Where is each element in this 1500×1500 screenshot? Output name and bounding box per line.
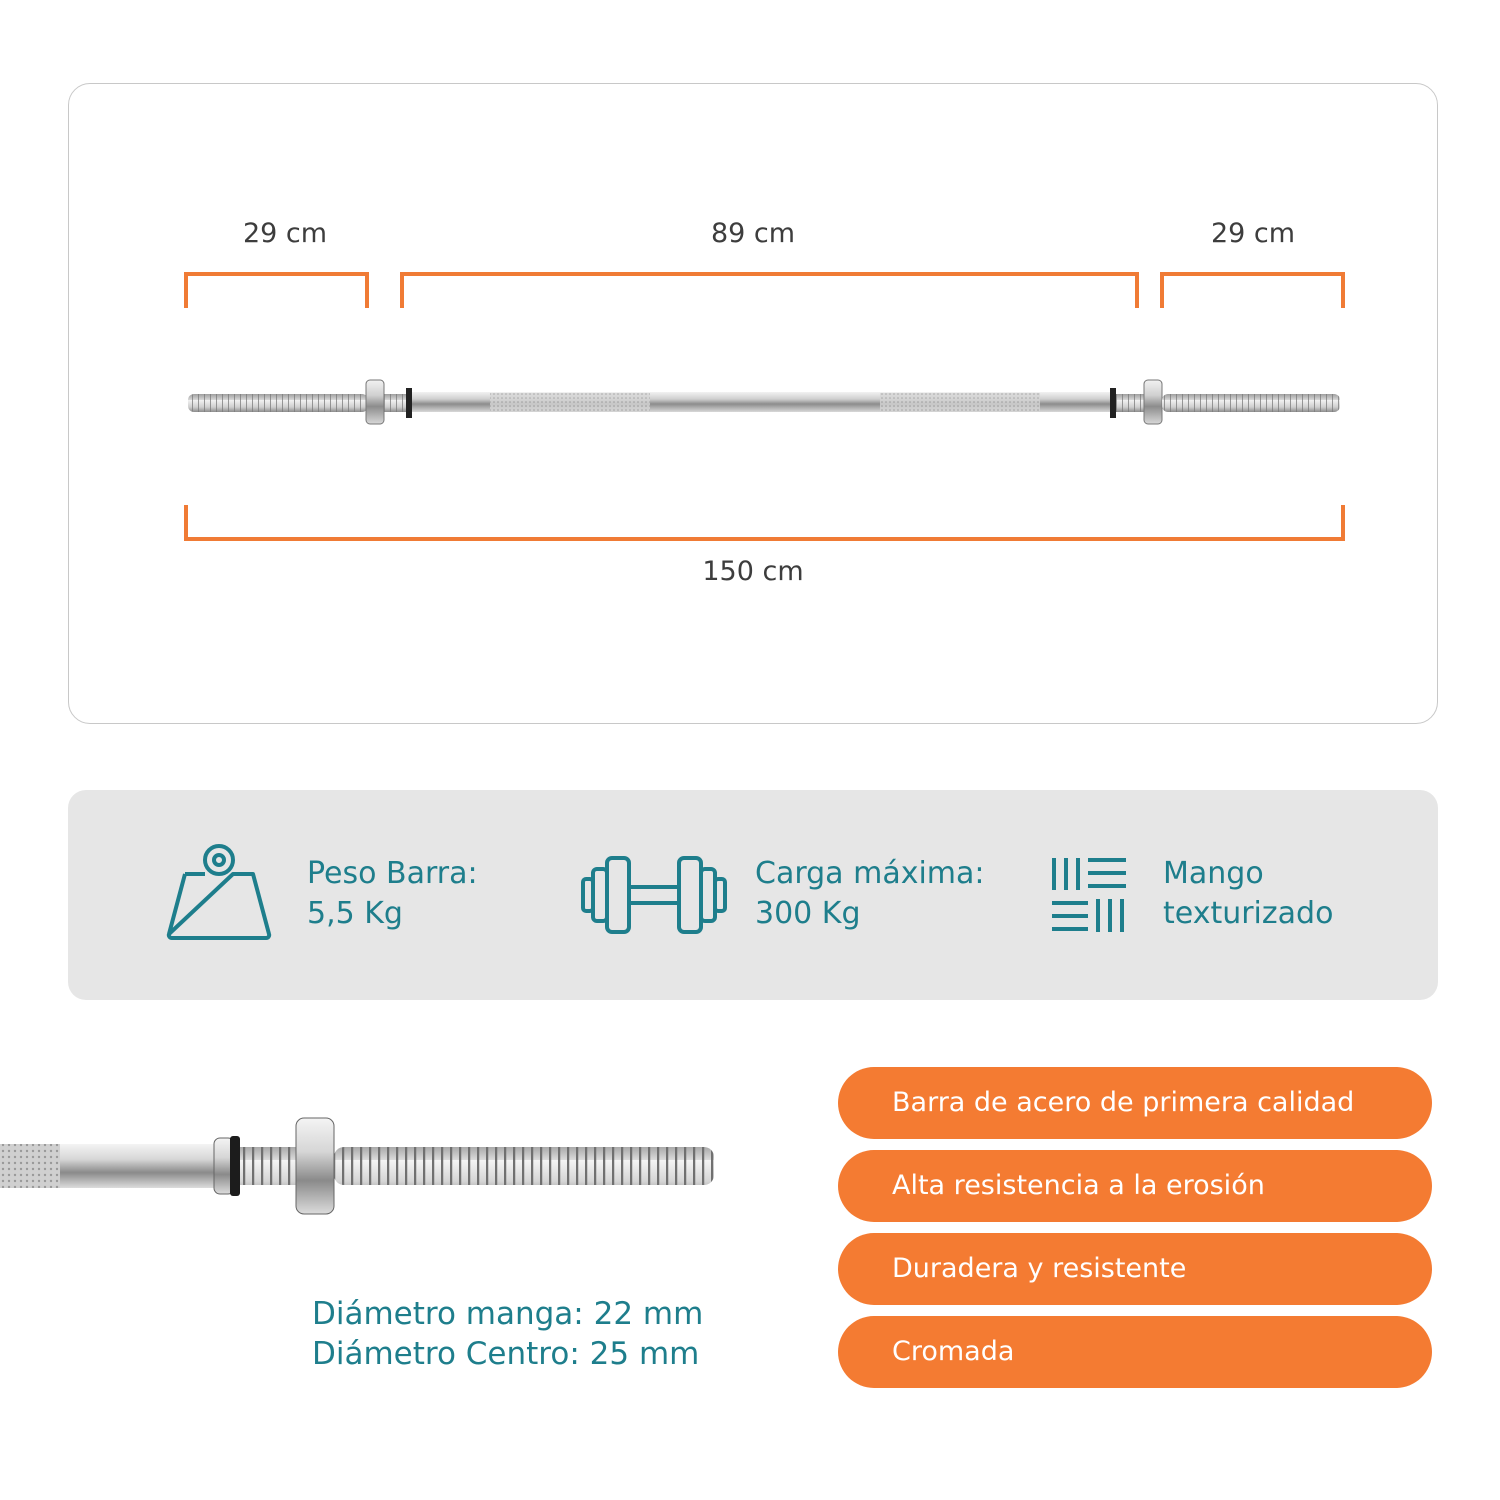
barbell-closeup-image (0, 1100, 740, 1240)
total-length-bracket (184, 505, 1345, 541)
left-sleeve-length: 29 cm (242, 218, 328, 249)
dumbbell-icon (580, 855, 728, 935)
feature-chrome: Cromada (838, 1316, 1432, 1388)
feature-steel-quality: Barra de acero de primera calidad (838, 1067, 1432, 1139)
diameter-sleeve: Diámetro manga: 22 mm (312, 1296, 704, 1332)
total-length: 150 cm (702, 556, 804, 587)
texture-icon (1050, 855, 1130, 935)
feature-durable: Duradera y resistente (838, 1233, 1432, 1305)
spec-weight (307, 854, 478, 934)
diameter-center: Diámetro Centro: 25 mm (312, 1336, 700, 1372)
spec-weight-value: 5,5 Kg (307, 896, 403, 931)
spec-weight-label: Peso Barra: (307, 856, 478, 891)
spec-grip-label: Mango (1163, 856, 1264, 891)
spec-max-load (755, 854, 985, 934)
spec-max-load-label: Carga máxima: (755, 856, 985, 891)
spec-grip (1163, 854, 1333, 934)
barbell-image (0, 0, 1500, 720)
spec-max-load-value: 300 Kg (755, 896, 861, 931)
feature-erosion-resistance: Alta resistencia a la erosión (838, 1150, 1432, 1222)
center-length: 89 cm (710, 218, 796, 249)
spec-grip-value: texturizado (1163, 896, 1334, 931)
weight-icon (163, 842, 275, 942)
right-sleeve-length: 29 cm (1210, 218, 1296, 249)
